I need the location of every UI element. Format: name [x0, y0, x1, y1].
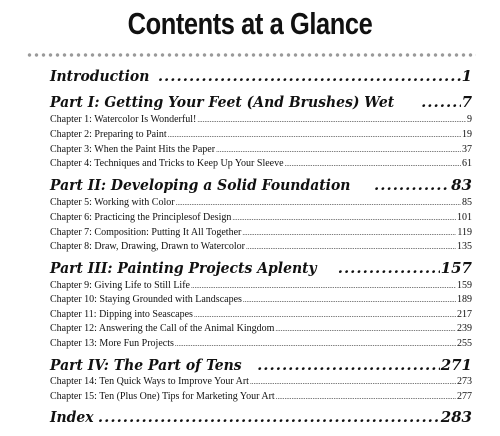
entry-label: Chapter 3: When the Paint Hits the Paper	[50, 144, 216, 155]
entry-label: Part III: Painting Projects Aplenty	[50, 259, 317, 277]
entry-label: Chapter 12: Answering the Call of the Animal Kingdom	[50, 323, 275, 334]
dot-leader	[257, 356, 440, 374]
dot-leader	[285, 158, 461, 170]
dot-leader	[421, 93, 461, 111]
entry-page-number: 83	[451, 176, 472, 194]
entry-label: Chapter 14: Ten Quick Ways to Improve Your Art	[50, 376, 249, 387]
dot-leader	[168, 129, 461, 141]
dot-leader	[197, 114, 466, 126]
toc-entry-part-2[interactable]	[50, 176, 472, 194]
toc-entry-part-4[interactable]	[50, 356, 472, 374]
toc-entry-chapter-8[interactable]	[50, 241, 472, 253]
entry-page-number: 277	[457, 391, 472, 402]
dotted-divider	[26, 52, 476, 58]
dot-leader	[276, 391, 456, 403]
entry-page-number: 135	[457, 241, 472, 252]
toc-entry-index[interactable]	[50, 408, 472, 426]
entry-label: Part II: Developing a Solid Foundation	[50, 176, 351, 194]
entry-page-number: 119	[457, 227, 472, 238]
entry-label: Chapter 7: Composition: Putting It All Together	[50, 227, 242, 238]
entry-label: Chapter 13: More Fun Projects	[50, 338, 174, 349]
entry-page-number: 273	[457, 376, 472, 387]
entry-label: Chapter 8: Draw, Drawing, Drawn to Watercolor	[50, 241, 245, 252]
dot-leader	[250, 376, 456, 388]
entry-page-number: 217	[457, 309, 472, 320]
dot-leader	[191, 280, 456, 292]
dot-leader	[216, 144, 461, 156]
toc-entry-chapter-14[interactable]	[50, 376, 472, 388]
toc-entry-chapter-9[interactable]	[50, 280, 472, 292]
entry-label: Chapter 11: Dipping into Seascapes	[50, 309, 193, 320]
entry-label: Chapter 2: Preparing to Paint	[50, 129, 167, 140]
entry-label: Chapter 1: Watercolor Is Wonderful!	[50, 114, 197, 125]
toc-entry-chapter-15[interactable]	[50, 391, 472, 403]
entry-page-number: 283	[440, 408, 472, 426]
toc-entry-chapter-3[interactable]	[50, 144, 472, 156]
entry-label: Chapter 4: Techniques and Tricks to Keep Up Your Sleeve	[50, 158, 284, 169]
entry-page-number: 61	[462, 158, 472, 169]
dot-leader	[242, 227, 456, 239]
entry-page-number: 239	[457, 323, 472, 334]
entry-label: Chapter 10: Staying Grounded with Landscapes	[50, 294, 242, 305]
entry-page-number: 1	[461, 67, 472, 85]
toc-entry-part-3[interactable]	[50, 259, 472, 277]
toc-entry-chapter-7[interactable]	[50, 227, 472, 239]
entry-label: Part I: Getting Your Feet (And Brushes) Wet	[50, 93, 395, 111]
toc-entry-chapter-13[interactable]	[50, 338, 472, 350]
entry-page-number: 159	[457, 280, 472, 291]
dot-leader	[338, 259, 440, 277]
dot-leader	[246, 241, 456, 253]
entry-page-number: 271	[440, 356, 472, 374]
toc-entry-chapter-6[interactable]	[50, 212, 472, 224]
dot-leader	[158, 67, 461, 85]
toc-entry-chapter-4[interactable]	[50, 158, 472, 170]
toc-entry-chapter-10[interactable]	[50, 294, 472, 306]
toc-entry-chapter-5[interactable]	[50, 197, 472, 209]
entry-label: Chapter 5: Working with Color	[50, 197, 175, 208]
entry-label: Index	[50, 408, 94, 426]
entry-page-number: 37	[462, 144, 472, 155]
dot-leader	[275, 323, 456, 335]
entry-page-number: 157	[440, 259, 472, 277]
dot-leader	[232, 212, 456, 224]
dot-leader	[243, 294, 456, 306]
entry-page-number: 19	[462, 129, 472, 140]
entry-page-number: 85	[462, 197, 472, 208]
entry-label: Part IV: The Part of Tens	[50, 356, 242, 374]
dot-leader	[98, 408, 440, 426]
toc-entry-chapter-12[interactable]	[50, 323, 472, 335]
entry-label: Chapter 15: Ten (Plus One) Tips for Marketing Your Art	[50, 391, 275, 402]
entry-label: Introduction	[50, 67, 150, 85]
toc-entry-chapter-2[interactable]	[50, 129, 472, 141]
dot-leader	[176, 197, 461, 209]
entry-page-number: 101	[457, 212, 472, 223]
entry-page-number: 9	[467, 114, 472, 125]
dot-leader	[194, 309, 456, 321]
toc-entry-chapter-1[interactable]	[50, 114, 472, 126]
entry-page-number: 255	[457, 338, 472, 349]
entry-label: Chapter 9: Giving Life to Still Life	[50, 280, 190, 291]
entry-label: Chapter 6: Practicing the Principlesof Design	[50, 212, 232, 223]
entry-page-number: 189	[457, 294, 472, 305]
dot-leader	[175, 338, 456, 350]
toc-entry-part-1[interactable]	[50, 93, 472, 111]
toc-entry-introduction[interactable]	[50, 67, 472, 85]
page-title: Contents at a Glance	[127, 6, 373, 41]
toc-entry-chapter-11[interactable]	[50, 309, 472, 321]
dot-leader	[374, 176, 450, 194]
entry-page-number: 7	[461, 93, 472, 111]
